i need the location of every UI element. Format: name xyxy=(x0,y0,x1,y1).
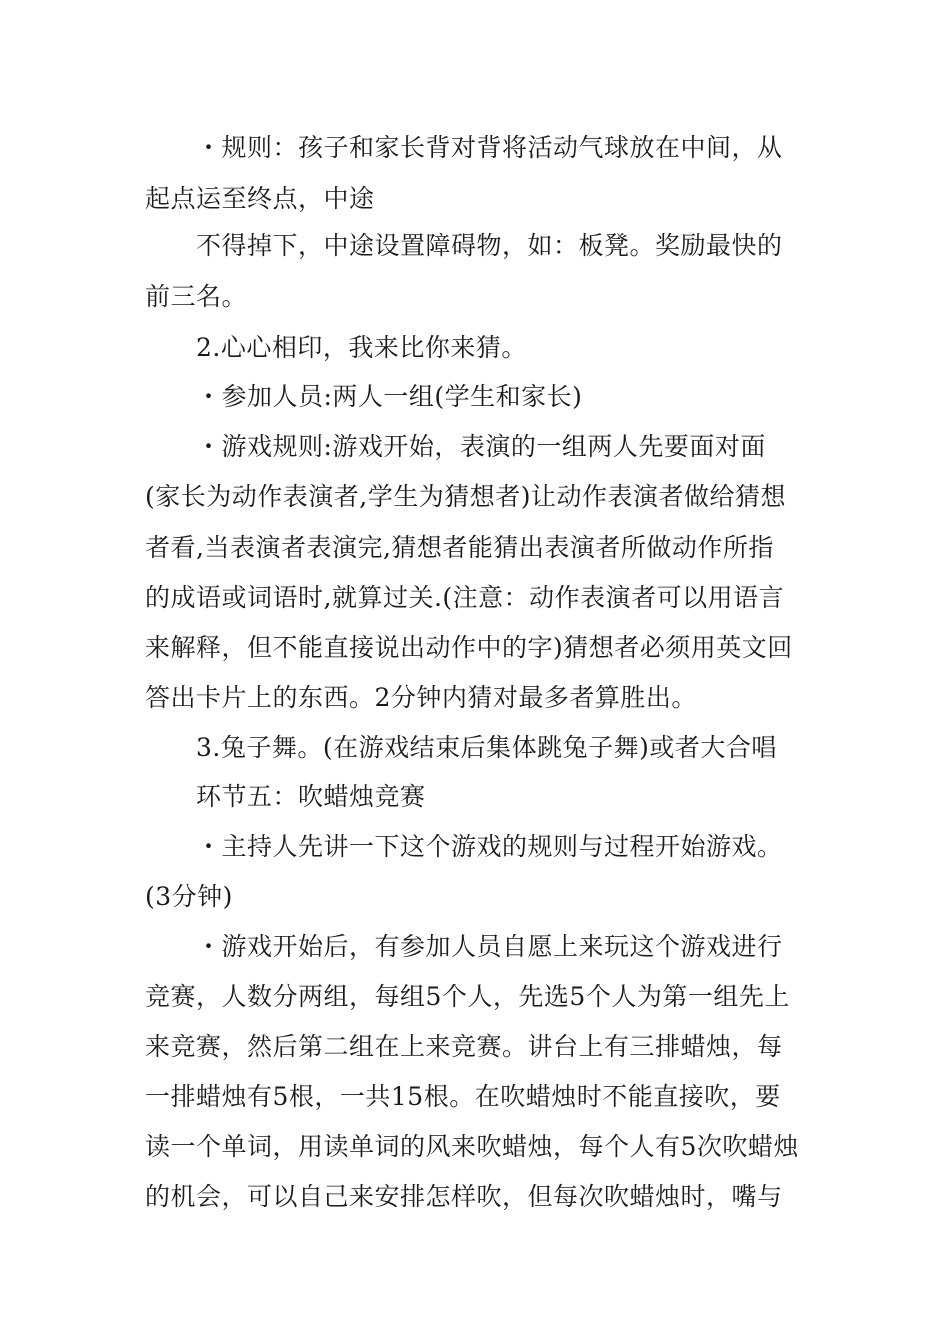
text-line: ・主持人先讲一下这个游戏的规则与过程开始游戏。 xyxy=(196,832,783,861)
text-line: 一排蜡烛有5根，一共15根。在吹蜡烛时不能直接吹，要 xyxy=(145,1082,781,1111)
text-line: 答出卡片上的东西。2分钟内猜对最多者算胜出。 xyxy=(145,683,697,712)
text-line: (3分钟) xyxy=(145,882,233,911)
text-line: 读一个单词，用读单词的风来吹蜡烛，每个人有5次吹蜡烛 xyxy=(145,1132,799,1161)
section-heading: 环节五：吹蜡烛竞赛 xyxy=(196,782,426,811)
section-heading: 3.兔子舞。(在游戏结束后集体跳兔子舞)或者大合唱 xyxy=(196,733,777,762)
text-line: ・规则：孩子和家长背对背将活动气球放在中间，从 xyxy=(196,133,783,162)
text-line: 起点运至终点，中途 xyxy=(145,184,375,213)
text-line: ・参加人员:两人一组(学生和家长) xyxy=(196,382,583,411)
text-line: 的成语或词语时,就算过关.(注意：动作表演者可以用语言 xyxy=(145,583,785,612)
text-line: (家长为动作表演者,学生为猜想者)让动作表演者做给猜想 xyxy=(145,482,786,511)
text-line: 者看,当表演者表演完,猜想者能猜出表演者所做动作所指 xyxy=(145,533,774,562)
text-line: 的机会，可以自己来安排怎样吹，但每次吹蜡烛时，嘴与 xyxy=(145,1182,783,1211)
text-line: 来解释，但不能直接说出动作中的字)猜想者必须用英文回 xyxy=(145,633,793,662)
text-line: 不得掉下，中途设置障碍物，如：板凳。奖励最快的 xyxy=(196,231,783,260)
text-line: 前三名。 xyxy=(145,282,248,311)
text-line: ・游戏开始后，有参加人员自愿上来玩这个游戏进行 xyxy=(196,932,783,961)
text-line: 竞赛，人数分两组，每组5个人，先选5个人为第一组先上 xyxy=(145,982,790,1011)
text-line: ・游戏规则:游戏开始，表演的一组两人先要面对面 xyxy=(196,432,766,461)
text-line: 来竞赛，然后第二组在上来竞赛。讲台上有三排蜡烛，每 xyxy=(145,1032,783,1061)
section-heading: 2.心心相印，我来比你来猜。 xyxy=(196,333,527,362)
